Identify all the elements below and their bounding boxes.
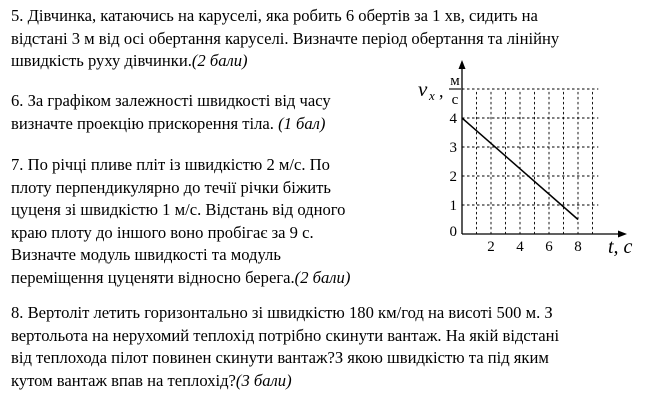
x-tick-label: 2 (487, 239, 495, 255)
graph-grid (462, 89, 598, 234)
problem-8-line: від теплохода пілот повинен скинути вантаж?З якою швидкістю та під яким (11, 348, 549, 367)
problem-7-line: цуценя зі швидкістю 1 м/с. Відстань від одного (11, 200, 346, 219)
y-axis-symbol: v (418, 77, 428, 101)
velocity-time-graph (412, 56, 642, 266)
x-tick-label: 4 (516, 239, 524, 255)
y-axis-unit-denominator: с (451, 92, 459, 108)
problem-7 (11, 154, 406, 289)
problem-8-line (11, 370, 647, 393)
y-axis-subscript: x (429, 88, 435, 103)
y-tick-label: 1 (449, 198, 457, 214)
y-tick-label: 4 (449, 111, 457, 127)
problem-7-line (11, 267, 406, 290)
problem-8-line: 8. Вертоліт летить горизонтально зі швидкістю 180 км/год на висоті 500 м. З (11, 303, 553, 322)
y-axis-unit-numerator: м (450, 73, 460, 89)
problem-7-line: плоту перпендикулярно до течії річки біжить (11, 177, 332, 197)
problem-6-points: (1 бал) (278, 113, 326, 133)
problem-7-line: Визначте модуль швидкості та модуль (11, 245, 281, 264)
y-axis-comma: , (439, 81, 444, 101)
problem-6-line (11, 113, 411, 136)
y-tick-label: 3 (449, 140, 457, 156)
problem-5-text: швидкість руху дівчинки. (11, 51, 192, 70)
problem-8 (11, 302, 647, 392)
problem-6-line: 6. За графіком залежності швидкості від часу (11, 91, 331, 110)
problem-5-line: відстані 3 м від осі обертання каруселі. Визначте період обертання та лінійну (11, 28, 560, 48)
problem-6-text: визначте проекцію прискорення тіла. (11, 113, 274, 133)
problem-6 (11, 90, 411, 135)
graph-axes (459, 60, 628, 238)
x-tick-label: 6 (545, 239, 553, 255)
x-tick-label: 8 (574, 239, 582, 255)
problem-7-points: (2 бали) (294, 267, 351, 287)
x-axis-label: t, c (608, 236, 633, 258)
y-axis-label (418, 73, 461, 108)
problem-8-points: (3 бали) (235, 370, 292, 390)
problem-7-line: 7. По річці пливе пліт із швидкістю 2 м/с. По (11, 155, 330, 174)
problem-7-text: переміщення цуценяти відносно берега. (11, 267, 295, 287)
problem-5-points: (2 бали) (191, 51, 248, 70)
problem-7-line: краю плоту до іншого воно пробігає за 9 с. (11, 222, 314, 242)
problem-5-line: 5. Дівчинка, катаючись на каруселі, яка робить 6 обертів за 1 хв, сидить на (11, 6, 538, 25)
origin-label: 0 (449, 224, 457, 240)
problem-8-text: кутом вантаж впав на теплохід? (11, 370, 236, 390)
problem-8-line: вертольота на нерухомий теплохід потрібно скинути вантаж. На якій відстані (11, 325, 560, 345)
y-tick-label: 2 (449, 169, 457, 185)
y-axis-arrow (459, 60, 466, 69)
